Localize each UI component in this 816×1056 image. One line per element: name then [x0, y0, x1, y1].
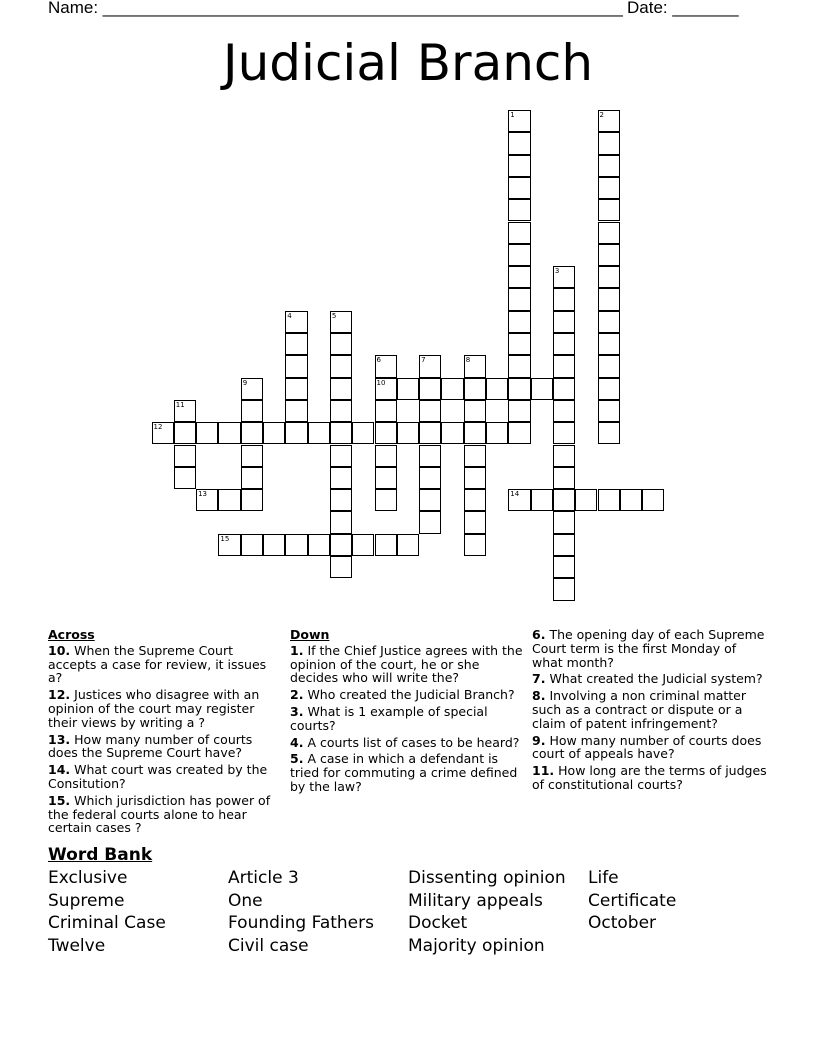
grid-cell[interactable]: [598, 311, 620, 333]
grid-cell[interactable]: [330, 355, 352, 377]
grid-cell[interactable]: [330, 333, 352, 355]
grid-cell[interactable]: [441, 378, 463, 400]
clue-number-label: 4: [287, 311, 292, 320]
grid-cell[interactable]: [375, 422, 397, 444]
word-bank-item: Exclusive: [48, 868, 128, 888]
word-bank-item: October: [588, 913, 657, 933]
grid-cell[interactable]: [330, 400, 352, 422]
grid-cell[interactable]: [241, 422, 263, 444]
grid-cell[interactable]: [308, 534, 330, 556]
down-heading: Down: [290, 627, 330, 642]
grid-cell[interactable]: [330, 467, 352, 489]
grid-cell[interactable]: [330, 511, 352, 533]
grid-cell[interactable]: [419, 378, 441, 400]
clue-across-10: 10. When the Supreme Court accepts a case for review, it issues a?: [48, 642, 267, 686]
grid-cell[interactable]: [464, 511, 486, 533]
grid-cell[interactable]: [508, 132, 530, 154]
grid-cell[interactable]: [598, 132, 620, 154]
grid-cell[interactable]: [508, 266, 530, 288]
grid-cell[interactable]: [397, 534, 419, 556]
grid-cell[interactable]: [375, 467, 397, 489]
grid-cell[interactable]: [508, 199, 530, 221]
clue-across-13: 13. How many number of courts does the Supreme Court have?: [48, 731, 253, 761]
grid-cell[interactable]: [598, 266, 620, 288]
grid-cell[interactable]: [531, 378, 553, 400]
grid-cell[interactable]: [419, 400, 441, 422]
grid-cell[interactable]: [508, 333, 530, 355]
word-bank-item: Dissenting opinion: [408, 868, 566, 888]
grid-cell[interactable]: [508, 355, 530, 377]
clue-across-15: 15. Which jurisdiction has power of the federal courts alone to hear certain cases ?: [48, 792, 271, 836]
grid-cell[interactable]: [553, 578, 575, 600]
clue-number-label: 9: [242, 378, 248, 387]
grid-cell[interactable]: [553, 355, 575, 377]
grid-cell[interactable]: [508, 288, 530, 310]
grid-cell[interactable]: [218, 489, 240, 511]
clue-down-2: 2. Who created the Judicial Branch?: [290, 687, 515, 703]
grid-cell[interactable]: [598, 355, 620, 377]
grid-cell[interactable]: [419, 445, 441, 467]
grid-cell[interactable]: [598, 199, 620, 221]
grid-cell[interactable]: [553, 467, 575, 489]
grid-cell[interactable]: [330, 489, 352, 511]
grid-cell[interactable]: [486, 378, 508, 400]
grid-cell[interactable]: [285, 422, 307, 444]
across-heading: Across: [48, 627, 95, 642]
grid-cell[interactable]: [397, 422, 419, 444]
clue-down-8: 8. Involving a non criminal matter such as a contract or dispute or a claim of patent infringement?: [532, 688, 746, 731]
grid-cell[interactable]: [352, 422, 374, 444]
clue-number-label: 15: [220, 534, 230, 543]
grid-cell[interactable]: [263, 422, 285, 444]
clue-number-label: 11: [175, 400, 185, 409]
grid-cell[interactable]: [285, 333, 307, 355]
grid-cell[interactable]: [642, 489, 664, 511]
grid-cell[interactable]: [241, 467, 263, 489]
grid-cell[interactable]: [241, 534, 263, 556]
grid-cell[interactable]: [508, 311, 530, 333]
grid-cell[interactable]: [464, 400, 486, 422]
grid-cell[interactable]: [263, 534, 285, 556]
grid-cell[interactable]: [174, 422, 196, 444]
grid-cell[interactable]: [553, 511, 575, 533]
clue-number-label: 3: [554, 267, 560, 276]
grid-cell[interactable]: [330, 422, 352, 444]
name-line[interactable]: Name: _______________________________________________________: [48, 0, 623, 17]
grid-cell[interactable]: [553, 534, 575, 556]
word-bank-item: Certificate: [588, 891, 677, 911]
word-bank-item: Life: [588, 868, 619, 888]
grid-cell[interactable]: [598, 489, 620, 511]
grid-cell[interactable]: [553, 288, 575, 310]
clue-down-4: 4. A courts list of cases to be heard?: [290, 734, 520, 750]
grid-cell[interactable]: [464, 489, 486, 511]
clue-number-label: 13: [198, 490, 208, 499]
grid-cell[interactable]: [285, 355, 307, 377]
grid-cell[interactable]: [531, 489, 553, 511]
grid-cell[interactable]: [598, 244, 620, 266]
grid-cell[interactable]: [330, 378, 352, 400]
grid-cell[interactable]: [508, 155, 530, 177]
clue-number-label: 1: [510, 111, 515, 119]
grid-cell[interactable]: [598, 155, 620, 177]
word-bank-item: Founding Fathers: [228, 913, 374, 933]
grid-cell[interactable]: [620, 489, 642, 511]
grid-cell[interactable]: [553, 556, 575, 578]
across-clues: [48, 628, 284, 838]
grid-cell[interactable]: [285, 378, 307, 400]
grid-cell[interactable]: [419, 422, 441, 444]
grid-cell[interactable]: [508, 378, 530, 400]
grid-cell[interactable]: [330, 556, 352, 578]
grid-cell[interactable]: [464, 467, 486, 489]
grid-cell[interactable]: [486, 422, 508, 444]
grid-cell[interactable]: [218, 422, 240, 444]
grid-cell[interactable]: [397, 378, 419, 400]
clue-number-label: 5: [331, 311, 337, 320]
grid-cell[interactable]: [241, 489, 263, 511]
word-bank-item: Twelve: [48, 936, 106, 956]
clue-number-label: 2: [599, 111, 604, 119]
grid-cell[interactable]: [419, 511, 441, 533]
grid-cell[interactable]: [508, 177, 530, 199]
grid-cell[interactable]: [330, 534, 352, 556]
word-bank-title: Word Bank: [48, 845, 153, 865]
grid-cell[interactable]: [285, 534, 307, 556]
grid-cell[interactable]: [308, 422, 330, 444]
grid-cell[interactable]: [419, 467, 441, 489]
clue-number-label: 6: [376, 356, 381, 365]
clue-down-9: 9. How many number of courts does court of appeals have?: [532, 732, 762, 762]
grid-cell[interactable]: [553, 422, 575, 444]
grid-cell[interactable]: [174, 445, 196, 467]
grid-cell[interactable]: [464, 445, 486, 467]
clue-number-label: 7: [421, 356, 426, 365]
word-bank-item: Civil case: [228, 936, 309, 956]
grid-cell[interactable]: [330, 445, 352, 467]
grid-cell[interactable]: [241, 445, 263, 467]
grid-cell[interactable]: [553, 445, 575, 467]
grid-cell[interactable]: [575, 489, 597, 511]
grid-cell[interactable]: [464, 378, 486, 400]
page-title: Judicial Branch: [222, 34, 594, 92]
grid-cell[interactable]: [419, 489, 441, 511]
grid-cell[interactable]: [508, 422, 530, 444]
grid-cell[interactable]: [553, 311, 575, 333]
grid-cell[interactable]: [352, 534, 374, 556]
clue-down-5: 5. A case in which a defendant is tried for commuting a crime defined by the law?: [290, 751, 518, 794]
word-bank-item: Criminal Case: [48, 913, 166, 933]
down-clues-continued: [532, 628, 768, 795]
grid-cell[interactable]: [174, 467, 196, 489]
clue-down-11: 11. How long are the terms of judges of constitutional courts?: [532, 763, 767, 792]
clue-down-3: 3. What is 1 example of special courts?: [290, 703, 488, 733]
clue-across-14: 14. What court was created by the Consitution?: [48, 762, 268, 791]
grid-cell[interactable]: [553, 333, 575, 355]
clue-number-label: 12: [153, 423, 163, 432]
grid-cell[interactable]: [196, 422, 218, 444]
grid-cell[interactable]: [508, 400, 530, 422]
grid-cell[interactable]: [375, 534, 397, 556]
grid-cell[interactable]: [508, 244, 530, 266]
grid-cell[interactable]: [441, 422, 463, 444]
word-bank-item: Majority opinion: [408, 936, 545, 956]
grid-cell[interactable]: [598, 177, 620, 199]
clue-down-7: 7. What created the Judicial system?: [532, 671, 763, 687]
grid-cell[interactable]: [553, 378, 575, 400]
word-bank-item: Docket: [408, 913, 468, 933]
grid-cell[interactable]: [285, 400, 307, 422]
grid-cell[interactable]: [375, 489, 397, 511]
grid-cell[interactable]: [464, 422, 486, 444]
clue-number-label: 14: [510, 490, 520, 499]
grid-cell[interactable]: [598, 400, 620, 422]
date-line[interactable]: Date: _______: [627, 0, 739, 17]
clue-down-6: 6. The opening day of each Supreme Court term is the first Monday of what month?: [532, 627, 765, 670]
grid-cell[interactable]: [241, 400, 263, 422]
grid-cell[interactable]: [598, 422, 620, 444]
grid-cell[interactable]: [598, 222, 620, 244]
clue-across-12: 12. Justices who disagree with an opinion of the court may register their views by writing a ?: [48, 687, 260, 730]
grid-cell[interactable]: [598, 288, 620, 310]
grid-cell[interactable]: [553, 400, 575, 422]
clue-number-label: 10: [376, 378, 386, 387]
down-clues: [290, 628, 526, 797]
clue-down-1: 1. If the Chief Justice agrees with the opinion of the court, he or she decides who will write the?: [290, 642, 523, 686]
word-bank-item: One: [228, 891, 263, 911]
grid-cell[interactable]: [375, 400, 397, 422]
word-bank-item: Supreme: [48, 891, 125, 911]
word-bank-item: Military appeals: [408, 891, 543, 911]
grid-cell[interactable]: [508, 222, 530, 244]
grid-cell[interactable]: [598, 333, 620, 355]
clue-number-label: 8: [465, 356, 471, 365]
grid-cell[interactable]: [375, 445, 397, 467]
grid-cell[interactable]: [553, 489, 575, 511]
word-bank-item: Article 3: [228, 868, 299, 888]
grid-cell[interactable]: [464, 534, 486, 556]
grid-cell[interactable]: [598, 378, 620, 400]
